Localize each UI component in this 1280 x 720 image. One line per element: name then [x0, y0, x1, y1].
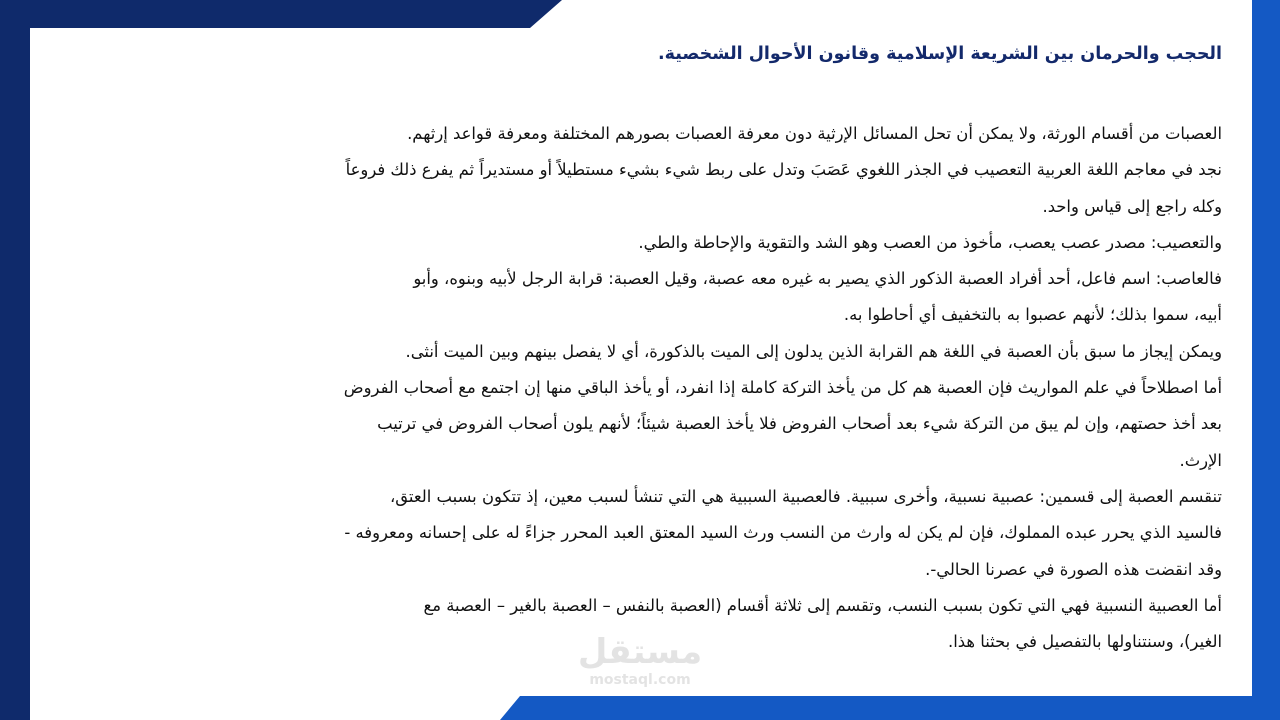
mostaql-watermark	[560, 632, 720, 704]
paragraph-line: العصبات من أقسام الورثة، ولا يمكن أن تحل المسائل الإرثية دون معرفة العصبات بصورهم المختلفة ومعرفة قواعد إرثهم.	[407, 124, 1222, 143]
paragraph-line: فالسيد الذي يحرر عبده المملوك، فإن لم يكن له وارث من النسب ورث السيد المعتق العبد المحرر جزاءً له على إحسانه ومعروفه -	[344, 523, 1222, 543]
watermark-url: mostaql.com	[589, 672, 691, 688]
paragraph-line: الغير)، وسنتناولها بالتفصيل في بحثنا هذا.	[947, 632, 1222, 652]
paragraph-line: وكله راجع إلى قياس واحد.	[1042, 196, 1222, 216]
paragraph-line: وقد انقضت هذه الصورة في عصرنا الحالي-.	[925, 559, 1222, 579]
body-text	[86, 116, 1222, 660]
paragraph-line: أما اصطلاحاً في علم المواريث فإن العصبة هم كل من يأخذ التركة كاملة إذا انفرد، أو يأخذ الباقي منها إن اجتمع مع أصحاب الفروض	[343, 378, 1222, 398]
paragraph-line: أما العصبية النسبية فهي التي تكون بسبب النسب، وتقسم إلى ثلاثة أقسام (العصبة بالنفس – العصبة بالغير – العصبة مع	[423, 595, 1222, 615]
page-title: الحجب والحرمان بين الشريعة الإسلامية وقانون الأحوال الشخصية.	[658, 44, 1222, 64]
frame-top-right-strip	[1252, 0, 1280, 28]
watermark-logo-text: مستقل	[577, 632, 703, 672]
paragraph-line: أبيه، سموا بذلك؛ لأنهم عصبوا به بالتخفيف أي أحاطوا به.	[843, 305, 1222, 325]
paragraph-line: نجد في معاجم اللغة العربية التعصيب في الجذر اللغوي عَصَبَ وتدل على ربط شيء بشيء مستطيلاً أو مستديراً ثم يفرع ذلك فروعاً	[345, 160, 1222, 180]
paragraph-line: بعد أخذ حصتهم، وإن لم يبق من التركة شيء بعد أصحاب الفروض فلا يأخذ العصبة شيئاً؛ لأنهم يلون أصحاب الفروض في ترتيب	[377, 414, 1222, 434]
paragraph-line: والتعصيب: مصدر عصب يعصب، مأخوذ من العصب وهو الشد والتقوية والإحاطة والطي.	[638, 232, 1222, 252]
paragraph-line: ويمكن إيجاز ما سبق بأن العصبة في اللغة هم القرابة الذين يدلون إلى الميت بالذكورة، أي لا يفصل بينهم وبين الميت أنثى.	[405, 341, 1222, 361]
paragraph-line: الإرث.	[1179, 450, 1222, 470]
paragraph-line: فالعاصب: اسم فاعل، أحد أفراد العصبة الذكور الذي يصير به غيره معه عصبة، وقيل العصبة: قرابة الرجل لأبيه وبنوه، وأبو	[413, 269, 1222, 289]
paragraph-line: تنقسم العصبة إلى قسمين: عصبية نسبية، وأخرى سببية. فالعصبية السببية هي التي تنشأ لسبب معين، إذ تتكون بسبب العتق،	[389, 486, 1222, 506]
